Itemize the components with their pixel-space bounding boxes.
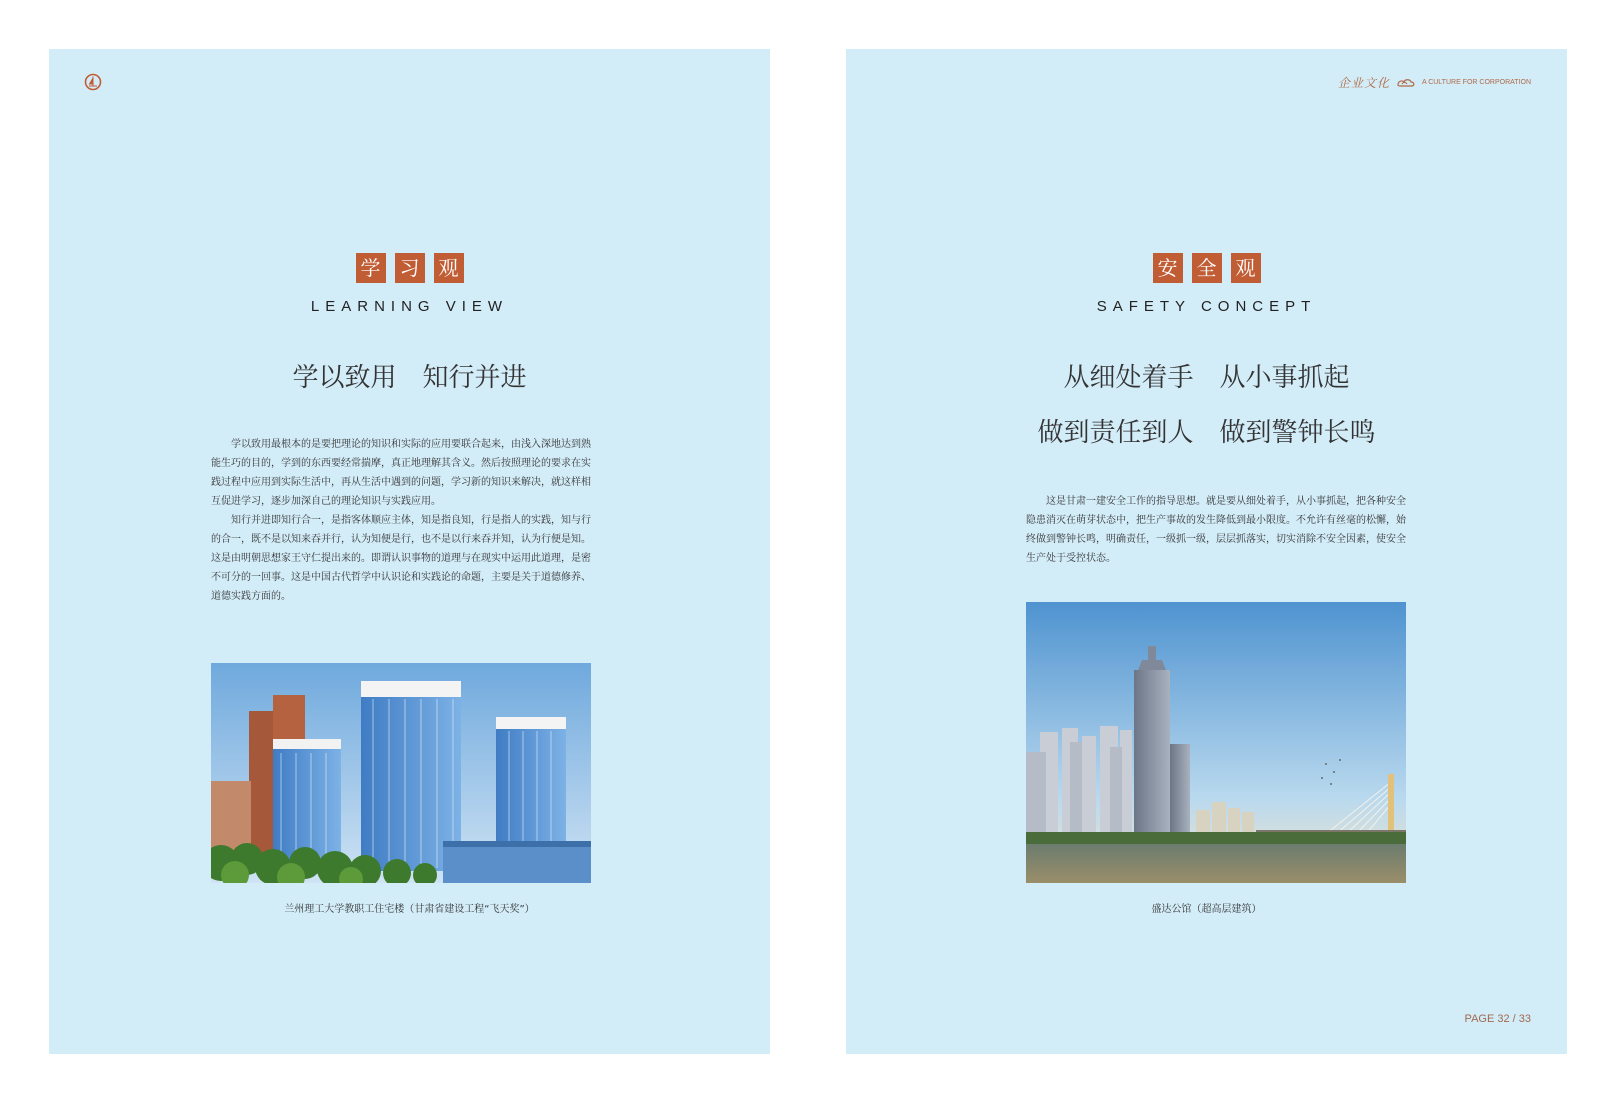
cloud-emblem-icon [1396,77,1416,89]
left-page [49,49,770,1054]
section-title [846,253,1567,283]
title-char: 观 [1231,253,1261,283]
section-title [49,253,770,283]
title-char: 学 [356,253,386,283]
page-number: PAGE 32 / 33 [1464,1013,1531,1025]
photo-caption: 兰州理工大学教职工住宅楼（甘肃省建设工程“飞天奖”） [284,904,535,915]
title-char: 全 [1192,253,1222,283]
title-char: 安 [1153,253,1183,283]
section-subtitle: LEARNING VIEW [310,298,509,315]
title-char: 习 [395,253,425,283]
skyline-photo [1026,602,1406,883]
title-char: 观 [434,253,464,283]
company-logo-icon [84,73,102,91]
right-page [846,49,1567,1054]
brand-tagline: A CULTURE FOR CORPORATION [1421,79,1531,86]
paragraph: 知行并进即知行合一，是指客体顺应主体，知是指良知，行是指人的实践，知与行的合一，既不是以知来吞并行，认为知便是行，也不是以行来吞并知，认为行便是知。这是由明朝思想家王守仁提出来的。即谓认识事物的道理与在现实中运用此道理，是密不可分的一回事。这是中国古代哲学中认识论和实践论的命题，主要是关于道德修养、道德实践方面的。 [211,515,591,602]
brand-header [1338,74,1531,91]
body-text [211,435,591,606]
paragraph: 学以致用最根本的是要把理论的知识和实际的应用要联合起来，由浅入深地达到熟能生巧的目的，学到的东西要经常揣摩，真正地理解其含义。然后按照理论的要求在实践过程中应用到实际生活中，再从生活中遇到的问题，学习新的知识来解决，就这样相互促进学习，逐步加深自己的理论知识与实践应用。 [211,439,591,507]
paragraph: 这是甘肃一建安全工作的指导思想。就是要从细处着手，从小事抓起，把各种安全隐患消灭在萌芽状态中，把生产事故的发生降低到最小限度。不允许有丝毫的松懈，始终做到警钟长鸣，明确责任，一级抓一级，层层抓落实，切实消除不安全因素，使安全生产处于受控状态。 [1026,496,1406,564]
building-photo [211,663,591,883]
body-text [1026,492,1406,568]
brand-name: 企业文化 [1337,76,1390,90]
photo-caption: 盛达公馆（超高层建筑） [1151,904,1262,915]
slogan-line-2: 做到责任到人 做到警钟长鸣 [1037,418,1376,448]
slogan: 学以致用 知行并进 [292,363,527,393]
slogan-line-1: 从细处着手 从小事抓起 [1063,363,1350,393]
section-subtitle: SAFETY CONCEPT [1096,298,1317,315]
